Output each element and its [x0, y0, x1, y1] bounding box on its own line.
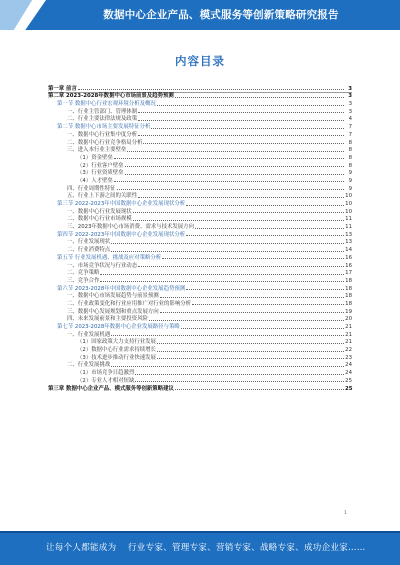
page-number: 1 — [344, 511, 347, 516]
toc-entry-title: （3）技术进步推动行业快速发展 — [77, 354, 156, 361]
toc-dot-leader — [138, 197, 344, 198]
toc-entry-page: 18 — [345, 285, 352, 292]
toc-dot-leader — [138, 112, 344, 113]
toc-entry-title: 第六节 2023-2028年中国数据中心企业发展趋势预测 — [57, 285, 186, 292]
toc-entry-title: 一、市场竞争状况与行业动态 — [67, 262, 138, 269]
toc-entry[interactable] — [48, 222, 352, 230]
toc-dot-leader — [114, 158, 344, 159]
toc-dot-leader — [162, 258, 344, 259]
toc-entry-title: 一、行业主管部门、管理体制 — [67, 108, 138, 115]
toc-entry-page: 13 — [345, 239, 352, 246]
toc-entry-title: （2）数据中心行业需求持续增长 — [77, 347, 156, 354]
toc-entry-title: 二、数据中心行业竞争格局分析 — [67, 139, 143, 146]
toc-dot-leader — [160, 312, 344, 313]
toc-entry-title: 第五节 行业发展机遇、挑战及应对策略分析 — [57, 254, 162, 261]
toc-entry-page: 24 — [345, 362, 352, 369]
toc-entry-title: 二、数据中心行业市场规模 — [67, 216, 132, 223]
toc-entry[interactable] — [48, 292, 352, 300]
toc-entry-title: 第三节 2022-2023年中国数据中心企业发展现状分析 — [57, 201, 186, 207]
toc-dot-leader — [111, 335, 344, 336]
toc-entry[interactable] — [48, 238, 352, 246]
toc-dot-leader — [138, 135, 344, 136]
toc-entry[interactable] — [48, 261, 352, 269]
toc-dot-leader — [133, 220, 344, 221]
toc-dot-leader — [175, 389, 344, 390]
toc-entry[interactable] — [48, 253, 352, 261]
toc-entry-title: 一、数据中心市场发展趋势与前景预测 — [67, 293, 159, 300]
toc-entry-title: 三、数据中心发展规划和重点发展方向 — [67, 308, 159, 315]
toc-dot-leader — [195, 228, 344, 229]
toc-entry[interactable] — [48, 115, 352, 123]
toc-entry-page: 9 — [348, 177, 352, 184]
toc-dot-leader — [125, 174, 344, 175]
toc-entry-title: 二、行业政策变化和行业应用推广对行业的影响分析 — [67, 300, 191, 307]
toc-entry-title: 一、行业发展机遇 — [67, 331, 111, 338]
toc-dot-leader — [157, 351, 344, 352]
toc-entry[interactable] — [48, 269, 352, 277]
toc-entry[interactable] — [48, 245, 352, 253]
toc-heading: 内容目录 — [175, 54, 225, 68]
toc-entry[interactable] — [48, 122, 352, 130]
toc-entry-title: （3）行业资质壁垒 — [77, 170, 124, 177]
toc-entry-page: 8 — [348, 139, 352, 146]
toc-entry-page: 10 — [345, 208, 352, 215]
toc-entry-page: 17 — [345, 270, 352, 277]
toc-entry[interactable] — [48, 361, 352, 369]
toc-entry[interactable] — [48, 153, 352, 161]
toc-entry[interactable] — [48, 169, 352, 177]
toc-entry-title: （1）国家政策大力支持行业发展 — [77, 339, 156, 346]
toc-entry-page: 3 — [348, 101, 352, 108]
toc-entry-title: （1）资金壁垒 — [77, 154, 113, 161]
toc-entry-title: 第七节 2023-2028年数据中心企业发展路径与策略 — [57, 324, 180, 330]
toc-dot-leader — [157, 343, 344, 344]
toc-entry-title: 三、2023年数据中心市场消费、需求与技术发展方向 — [67, 224, 194, 231]
toc-entry-title: 第二节 数据中心市场主要发展特征分析 — [57, 124, 151, 131]
toc-entry-page: 22 — [345, 347, 352, 354]
toc-entry[interactable] — [48, 299, 352, 307]
toc-entry[interactable] — [48, 368, 352, 376]
toc-entry-page: 16 — [345, 254, 352, 261]
toc-dot-leader — [114, 181, 344, 182]
toc-dot-leader — [78, 89, 344, 90]
toc-entry-page: 7 — [348, 124, 352, 131]
footer-bar — [0, 531, 400, 565]
toc-entry-page: 18 — [345, 277, 352, 284]
toc-dot-leader — [186, 235, 344, 236]
toc-entry[interactable] — [48, 307, 352, 315]
toc-dot-leader — [186, 289, 344, 290]
toc-entry[interactable] — [48, 276, 352, 284]
toc-entry-page: 19 — [345, 308, 352, 315]
toc-entry-page: 3 — [348, 108, 352, 115]
toc-dot-leader — [181, 328, 344, 329]
toc-entry-title: 一、数据中心行业集中度分析 — [67, 131, 138, 138]
table-of-contents — [48, 84, 352, 392]
toc-entry[interactable] — [48, 107, 352, 115]
toc-entry-title: 一、数据中心行业发展现状 — [67, 208, 132, 215]
toc-entry-page: 3 — [348, 85, 352, 92]
toc-entry[interactable] — [48, 230, 352, 238]
toc-entry-page: 8 — [348, 147, 352, 154]
toc-entry[interactable] — [48, 376, 352, 384]
toc-entry-page: 20 — [345, 316, 352, 323]
toc-entry-page: 9 — [348, 185, 352, 192]
toc-dot-leader — [127, 151, 344, 152]
toc-entry[interactable] — [48, 176, 352, 184]
toc-entry[interactable] — [48, 161, 352, 169]
toc-entry-page: 10 — [345, 201, 352, 207]
toc-entry-title: 二、竞争策略 — [67, 270, 100, 277]
toc-entry-page: 25 — [345, 385, 353, 392]
toc-dot-leader — [133, 212, 344, 213]
toc-entry[interactable] — [48, 146, 352, 154]
toc-entry[interactable] — [48, 345, 352, 353]
toc-dot-leader — [186, 205, 344, 206]
toc-entry-page: 10 — [345, 193, 352, 200]
header-bar — [0, 0, 400, 30]
toc-entry[interactable] — [48, 99, 352, 107]
toc-entry-page: 14 — [345, 247, 352, 254]
toc-entry-page: 8 — [348, 154, 352, 161]
toc-entry[interactable] — [48, 315, 352, 323]
toc-dot-leader — [135, 381, 344, 382]
toc-dot-leader — [111, 243, 344, 244]
toc-dot-leader — [125, 166, 344, 167]
toc-entry-page: 11 — [345, 224, 352, 231]
toc-entry[interactable] — [48, 84, 352, 92]
toc-dot-leader — [157, 358, 344, 359]
toc-entry[interactable] — [48, 207, 352, 215]
toc-entry-page: 11 — [345, 216, 352, 223]
toc-entry[interactable] — [48, 384, 352, 392]
toc-entry-title: 三、竞争合作 — [67, 277, 100, 284]
toc-dot-leader — [100, 281, 344, 282]
toc-entry-title: （2）行业客户壁垒 — [77, 162, 124, 169]
toc-entry-title: 二、行业主要法律法规及政策 — [67, 116, 138, 123]
toc-dot-leader — [117, 189, 344, 190]
toc-entry-page: 13 — [345, 231, 352, 238]
toc-entry-title: 第三章 数据中心企业产品、模式服务等创新策略建议 — [48, 385, 174, 392]
toc-entry-title: 二、行业发展挑战 — [67, 362, 111, 369]
toc-entry-title: 四、行业周期性特征 — [67, 185, 116, 192]
toc-entry[interactable] — [48, 130, 352, 138]
toc-entry[interactable] — [48, 322, 352, 330]
toc-entry-page: 3 — [348, 93, 352, 100]
toc-dot-leader — [157, 105, 344, 106]
toc-dot-leader — [100, 274, 344, 275]
toc-entry[interactable] — [48, 330, 352, 338]
toc-dot-leader — [111, 366, 344, 367]
toc-entry-title: 二、行业消费特点 — [67, 247, 111, 254]
toc-dot-leader — [138, 266, 344, 267]
toc-entry-title: 三、进入本行业主要壁垒 — [67, 147, 127, 154]
toc-dot-leader — [192, 304, 344, 305]
toc-entry-page: 24 — [345, 370, 352, 377]
toc-entry-page: 21 — [345, 324, 352, 330]
toc-entry-page: 21 — [345, 331, 352, 338]
toc-entry[interactable] — [48, 284, 352, 292]
toc-entry-page: 7 — [348, 131, 352, 138]
toc-entry-title: （4）人才壁垒 — [77, 177, 113, 184]
toc-entry-title: 五、行业上下游之间的关联性 — [67, 193, 138, 200]
toc-entry-page: 4 — [348, 116, 352, 123]
footer-slogan-right: 行业专家、管理专家、营销专家、战略专家、成功企业家…… — [128, 543, 366, 553]
toc-entry-title: 第四节 2022-2023年中国数据中心企业发展现状分析 — [57, 231, 186, 238]
footer-slogan-left: 让每个人都能成为 — [46, 543, 117, 553]
toc-entry[interactable] — [48, 92, 352, 100]
toc-entry-page: 23 — [345, 354, 352, 361]
toc-entry-page: 21 — [345, 339, 352, 346]
toc-dot-leader — [111, 251, 344, 252]
toc-entry-page: 18 — [345, 300, 352, 307]
toc-entry-page: 8 — [348, 162, 352, 169]
toc-entry[interactable] — [48, 199, 352, 207]
toc-dot-leader — [143, 143, 344, 144]
report-title: 数据中心企业产品、模式服务等创新策略研究报告 — [103, 9, 339, 21]
toc-entry[interactable] — [48, 138, 352, 146]
toc-entry-title: 四、未来发展前景和主要投资风险 — [67, 316, 148, 323]
toc-entry-page: 18 — [345, 293, 352, 300]
toc-entry-page: 9 — [348, 170, 352, 177]
toc-dot-leader — [138, 120, 344, 121]
toc-dot-leader — [175, 97, 344, 98]
toc-entry-title: 第一节 数据中心行业宏观环境分析及概况 — [57, 101, 156, 108]
toc-entry[interactable] — [48, 338, 352, 346]
toc-entry-title: （1）市场竞争日趋激烈 — [77, 370, 135, 377]
toc-entry-title: 第一章 前言 — [48, 85, 77, 92]
toc-entry[interactable] — [48, 184, 352, 192]
toc-entry[interactable] — [48, 215, 352, 223]
toc-dot-leader — [151, 128, 344, 129]
toc-entry-page: 25 — [345, 377, 352, 384]
toc-dot-leader — [135, 374, 344, 375]
toc-entry-title: （2）专业人才相对短缺 — [77, 377, 135, 384]
toc-entry[interactable] — [48, 192, 352, 200]
toc-entry-page: 16 — [345, 262, 352, 269]
toc-entry-title: 第二章 2023-2028年数据中心市场前景及趋势预测 — [48, 93, 174, 100]
toc-dot-leader — [160, 297, 344, 298]
toc-entry-title: 一、行业发展现状 — [67, 239, 111, 246]
toc-entry[interactable] — [48, 353, 352, 361]
toc-dot-leader — [149, 320, 344, 321]
